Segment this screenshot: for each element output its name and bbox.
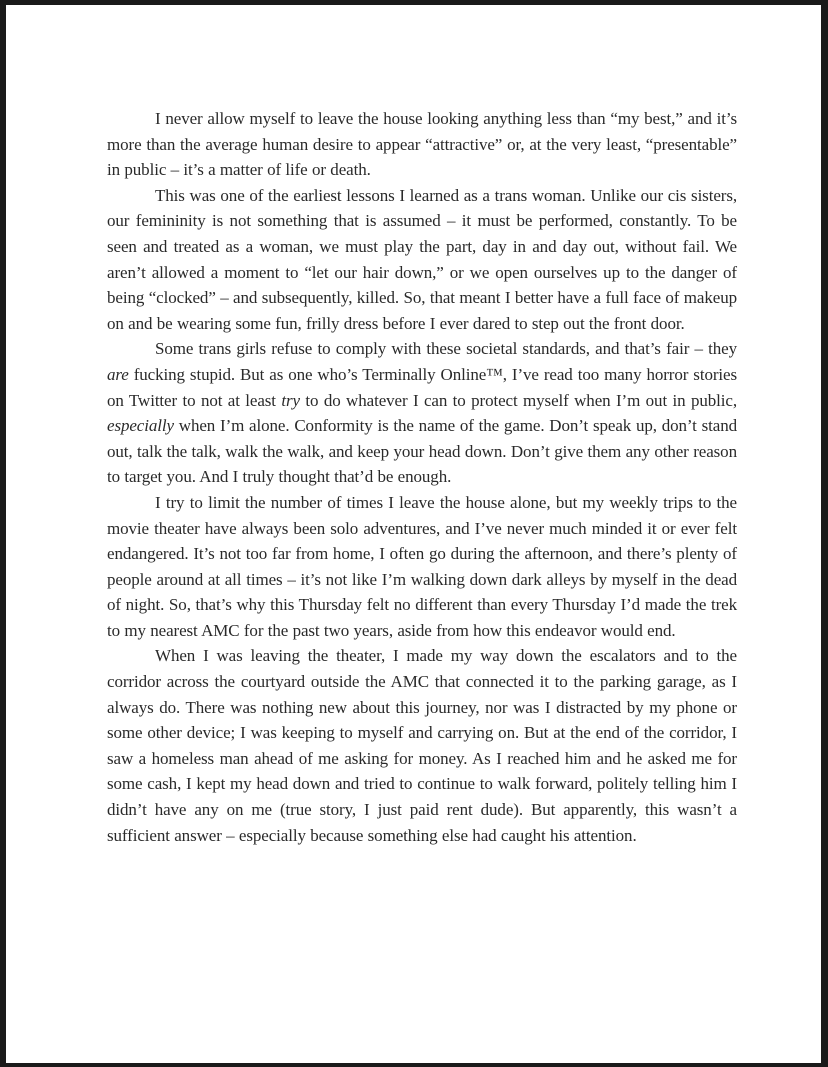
paragraph-3 xyxy=(107,336,737,490)
document-body xyxy=(107,106,737,848)
paragraph-4-text: I try to limit the number of times I leave the house alone, but my weekly trips to the movie theater have always been solo adventures, and I’ve never much minded it or ever felt endangered. It’s not too far from home, I often go during the afternoon, and there’s plenty of people around at all times – it’s not like I’m walking down dark alleys by myself in the dead of night. So, that’s why this Thursday felt no different than every Thursday I’d made the trek to my nearest AMC for the past two years, aside from how this endeavor would end. xyxy=(107,492,737,640)
paragraph-5-text: When I was leaving the theater, I made my way down the escalators and to the corridor across the courtyard outside the AMC that connected it to the parking garage, as I always do. There was nothing new about this journey, nor was I distracted by my phone or some other device; I was keeping to myself and carrying on. But at the end of the corridor, I saw a homeless man ahead of me asking for money. As I reached him and he asked me for some cash, I kept my head down and tried to continue to walk forward, politely telling him I didn’t have any on me (true story, I just paid rent dude). But apparently, this wasn’t a sufficient answer – especially because something else had caught his attention. xyxy=(107,646,737,845)
paragraph-1 xyxy=(107,106,737,183)
emphasis-especially: especially xyxy=(107,416,174,436)
paragraph-3-text-part-4: when I’m alone. Conformity is the name of the game. Don’t speak up, don’t stand out, talk the talk, walk the walk, and keep your head down. Don’t give them any other reason to target you. And I truly thought that’d be enough. xyxy=(107,416,737,487)
paragraph-3-text-part-3: to do whatever I can to protect myself when I’m out in public, xyxy=(299,390,737,410)
emphasis-try: try xyxy=(281,390,300,410)
paragraph-1-text: I never allow myself to leave the house looking anything less than “my best,” and it’s more than the average human desire to appear “attractive” or, at the very least, “presentable” in public – it’s a matter of life or death. xyxy=(107,109,737,180)
emphasis-are: are xyxy=(107,364,129,384)
paragraph-2 xyxy=(107,183,737,337)
paragraph-4 xyxy=(107,490,737,644)
paragraph-5 xyxy=(107,643,737,848)
paragraph-3-text-part-2: fucking stupid. But as one who’s Terminally Online™, I’ve read too many horror stories on Twitter to not at least xyxy=(107,364,737,410)
paragraph-2-text: This was one of the earliest lessons I learned as a trans woman. Unlike our cis sisters, our femininity is not something that is assumed – it must be performed, constantly. To be seen and treated as a woman, we must play the part, day in and day out, without fail. We aren’t allowed a moment to “let our hair down,” or we open ourselves up to the danger of being “clocked” – and subsequently, killed. So, that meant I better have a full face of makeup on and be wearing some fun, frilly dress before I ever dared to step out the front door. xyxy=(107,185,737,333)
paragraph-3-text-part-1: Some trans girls refuse to comply with these societal standards, and that’s fair – they xyxy=(155,339,737,359)
